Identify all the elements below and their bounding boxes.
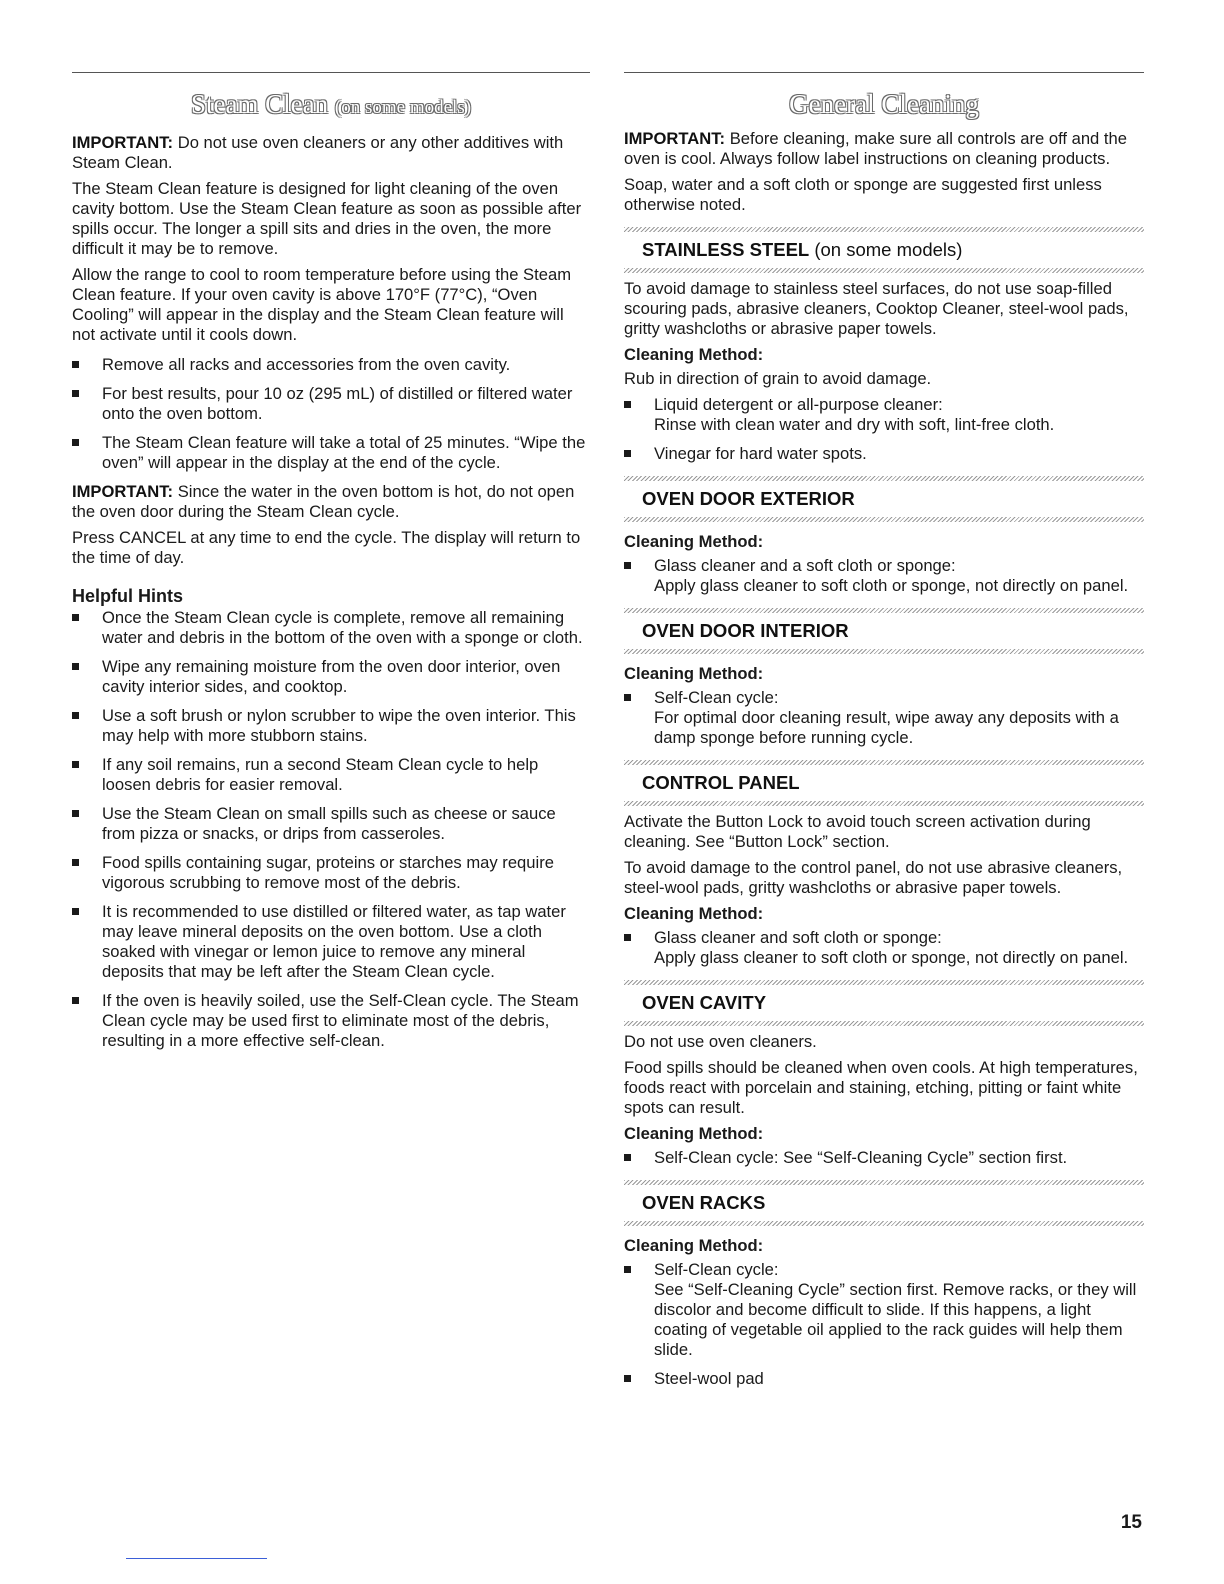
important-text: Do not use oven cleaners or any other additives with Steam Clean. (72, 133, 564, 172)
list-item: Use the Steam Clean on small spills such as cheese or sauce from pizza or snacks, or drips from casseroles. (72, 804, 590, 844)
important-text: Before cleaning, make sure all controls are off and the oven is cool. Always follow label instructions on cleaning products. (624, 129, 1127, 168)
list-item: It is recommended to use distilled or filtered water, as tap water may leave mineral deposits on the oven bottom. Use a cloth soaked with vinegar or lemon juice to remove any mineral deposits that may be left after the Steam Clean cycle. (72, 902, 590, 982)
paragraph: Press CANCEL at any time to end the cycle. The display will return to the time of day. (72, 528, 581, 567)
method-list (624, 1148, 1144, 1168)
method-list (624, 688, 1144, 748)
hints-list (72, 608, 590, 1051)
section-title-general-cleaning: General Cleaning (789, 89, 979, 119)
category-oven-door-interior (624, 608, 1144, 748)
item-subtext: Apply glass cleaner to soft cloth or sponge, not directly on panel. (654, 576, 1129, 595)
category-heading (624, 232, 1144, 268)
paragraph: To avoid damage to stainless steel surfaces, do not use soap-filled scouring pads, abrasive cleaners, Cooktop Cleaner, steel-wool pads, gritty washcloths or abrasive paper towels. (624, 279, 1129, 338)
item-text: Liquid detergent or all-purpose cleaner: (654, 395, 943, 414)
category-oven-door-exterior (624, 476, 1144, 596)
cleaning-method-label: Cleaning Method: (624, 664, 764, 683)
list-item (624, 928, 1144, 968)
list-item: For best results, pour 10 oz (295 mL) of distilled or filtered water onto the oven bottom. (72, 384, 590, 424)
list-item: Food spills containing sugar, proteins or starches may require vigorous scrubbing to remove most of the debris. (72, 853, 590, 893)
paragraph: Do not use oven cleaners. (624, 1032, 817, 1051)
list-item: Vinegar for hard water spots. (624, 444, 1144, 464)
category-body (624, 1226, 1144, 1389)
category-heading: OVEN RACKS (642, 1192, 766, 1213)
right-column (624, 72, 1144, 1398)
list-item: Wipe any remaining moisture from the oven door interior, oven cavity interior sides, and cooktop. (72, 657, 590, 697)
list-item (624, 1260, 1144, 1360)
title-main: Steam Clean (190, 89, 329, 119)
list-item: Remove all racks and accessories from the oven cavity. (72, 355, 590, 375)
list-item (624, 395, 1144, 435)
important-note (624, 129, 1144, 169)
important-label: IMPORTANT: (72, 482, 174, 501)
important-text: Since the water in the oven bottom is hot, do not open the oven door during the Steam Clean cycle. (72, 482, 575, 521)
category-body (624, 1026, 1144, 1168)
item-subtext: Apply glass cleaner to soft cloth or sponge, not directly on panel. (654, 948, 1129, 967)
helpful-hints-heading: Helpful Hints (72, 586, 183, 606)
item-text: Self-Clean cycle: (654, 688, 779, 707)
list-item: If the oven is heavily soiled, use the Self-Clean cycle. The Steam Clean cycle may be used first to eliminate most of the debris, resulting in a more effective self-clean. (72, 991, 590, 1051)
item-subtext: See “Self-Cleaning Cycle” section first. Remove racks, or they will discolor and become difficult to slide. If this happens, a light coating of vegetable oil applied to the rack guides will help them slide. (654, 1280, 1137, 1359)
important-note (72, 133, 590, 173)
item-subtext: Rinse with clean water and dry with soft, lint-free cloth. (654, 415, 1055, 434)
footer-line (126, 1558, 267, 1559)
item-subtext: For optimal door cleaning result, wipe away any deposits with a damp sponge before running cycle. (654, 708, 1119, 747)
list-item: Self-Clean cycle: See “Self-Cleaning Cycle” section first. (624, 1148, 1144, 1168)
cleaning-method-label: Cleaning Method: (624, 1236, 764, 1255)
item-text: Glass cleaner and a soft cloth or sponge: (654, 556, 956, 575)
page-number: 15 (1120, 1512, 1142, 1533)
category-oven-cavity (624, 980, 1144, 1168)
paragraph: Food spills should be cleaned when oven cools. At high temperatures, foods react with porcelain and staining, etching, pitting or faint white spots can result. (624, 1058, 1138, 1117)
category-body (624, 806, 1144, 968)
list-item: The Steam Clean feature will take a total of 25 minutes. “Wipe the oven” will appear in the display at the end of the cycle. (72, 433, 590, 473)
top-rule (72, 72, 590, 73)
important-label: IMPORTANT: (72, 133, 174, 152)
list-item (624, 688, 1144, 748)
paragraph: The Steam Clean feature is designed for light cleaning of the oven cavity bottom. Use the Steam Clean feature as soon as possible after spills occur. The longer a spill sits and dries in the oven, the more difficult it may be to remove. (72, 179, 582, 258)
method-list (624, 928, 1144, 968)
paragraph: Allow the range to cool to room temperature before using the Steam Clean feature. If your oven cavity is above 170°F (77°C), “Oven Cooling” will appear in the display and the Steam Clean feature will not activate until it cools down. (72, 265, 572, 344)
left-column (72, 72, 590, 1060)
category-heading: CONTROL PANEL (642, 772, 800, 793)
cleaning-method-label: Cleaning Method: (624, 532, 764, 551)
important-label: IMPORTANT: (624, 129, 726, 148)
category-heading: OVEN DOOR EXTERIOR (642, 488, 855, 509)
paragraph: To avoid damage to the control panel, do not use abrasive cleaners, steel-wool pads, gritty washcloths or abrasive paper towels. (624, 858, 1123, 897)
top-rule (624, 72, 1144, 73)
list-item: Use a soft brush or nylon scrubber to wipe the oven interior. This may help with more stubborn stains. (72, 706, 590, 746)
cleaning-method-label: Cleaning Method: (624, 345, 764, 364)
category-body (624, 273, 1144, 464)
title-note: (on some models) (334, 97, 472, 118)
category-heading: OVEN CAVITY (642, 992, 767, 1013)
category-body (624, 522, 1144, 596)
list-item: Steel-wool pad (624, 1369, 1144, 1389)
paragraph: Rub in direction of grain to avoid damage. (624, 369, 932, 388)
list-item (624, 556, 1144, 596)
item-text: Glass cleaner and soft cloth or sponge: (654, 928, 942, 947)
method-list (624, 395, 1144, 464)
section-title-steam-clean (72, 87, 590, 125)
list-item: Once the Steam Clean cycle is complete, remove all remaining water and debris in the bottom of the oven with a sponge or cloth. (72, 608, 590, 648)
method-list (624, 556, 1144, 596)
category-stainless-steel (624, 227, 1144, 464)
list-item: If any soil remains, run a second Steam Clean cycle to help loosen debris for easier removal. (72, 755, 590, 795)
method-list (624, 1260, 1144, 1389)
category-oven-racks (624, 1180, 1144, 1389)
important-note (72, 482, 590, 522)
cleaning-method-label: Cleaning Method: (624, 1124, 764, 1143)
heading-note: (on some models) (809, 239, 963, 260)
paragraph: Activate the Button Lock to avoid touch screen activation during cleaning. See “Button Lock” section. (624, 812, 1091, 851)
paragraph: Soap, water and a soft cloth or sponge are suggested first unless otherwise noted. (624, 175, 1102, 214)
category-heading: OVEN DOOR INTERIOR (642, 620, 849, 641)
steps-list (72, 355, 590, 473)
cleaning-method-label: Cleaning Method: (624, 904, 764, 923)
category-control-panel (624, 760, 1144, 968)
heading-text: STAINLESS STEEL (642, 239, 810, 260)
category-body (624, 654, 1144, 748)
item-text: Self-Clean cycle: (654, 1260, 779, 1279)
